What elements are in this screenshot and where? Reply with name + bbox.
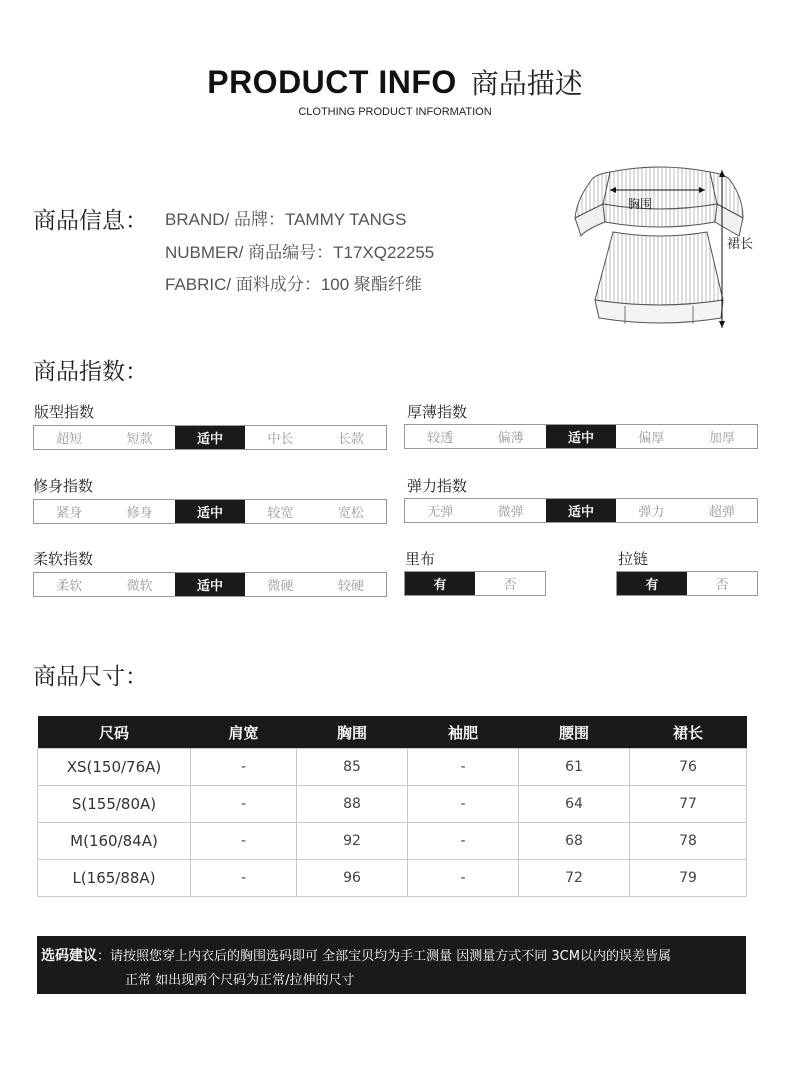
lining-option: 否: [475, 572, 545, 595]
elastic-index-label: 弹力指数: [407, 477, 468, 495]
fit-option-selected: 适中: [175, 426, 245, 449]
elastic-option-selected: 适中: [546, 499, 616, 522]
slim-option: 紧身: [34, 500, 104, 523]
info-fabric: FABRIC/ 面料成分：100 聚酯纤维: [165, 275, 422, 294]
info-section-title: 商品信息：: [33, 208, 148, 234]
page-subtitle: CLOTHING PRODUCT INFORMATION: [298, 106, 492, 118]
elastic-index-scale: [404, 498, 758, 523]
chest-label: 胸围: [628, 197, 653, 211]
dress-outline-icon: [575, 167, 743, 324]
slim-index-scale: [33, 499, 387, 524]
info-brand: BRAND/ 品牌：TAMMY TANGS: [165, 210, 407, 229]
elastic-option: 超弹: [687, 499, 757, 522]
soft-option-selected: 适中: [175, 573, 245, 596]
soft-option: 较硬: [316, 573, 386, 596]
measurement-cell: -: [191, 786, 297, 823]
measurement-cell: 72: [519, 860, 630, 897]
table-row: [38, 786, 747, 823]
page-title: [0, 62, 790, 102]
measurement-cell: -: [191, 749, 297, 786]
measurement-cell: 88: [297, 786, 408, 823]
measurement-cell: 79: [630, 860, 747, 897]
measurement-cell: 85: [297, 749, 408, 786]
thickness-option: 偏厚: [616, 425, 686, 448]
measurement-cell: 61: [519, 749, 630, 786]
measurement-cell: -: [191, 823, 297, 860]
slim-option: 修身: [104, 500, 174, 523]
zipper-option-selected: 有: [617, 572, 687, 595]
measurement-cell: 96: [297, 860, 408, 897]
length-label: 裙长: [727, 237, 754, 252]
fit-option: 超短: [34, 426, 104, 449]
lining-scale: [404, 571, 546, 596]
info-number: NUBMER/ 商品编号：T17XQ22255: [165, 243, 435, 262]
fit-index-scale: [33, 425, 387, 450]
soft-index-label: 柔软指数: [33, 550, 94, 568]
fit-option: 短款: [104, 426, 174, 449]
fit-option: 长款: [316, 426, 386, 449]
size-column-header: 袖肥: [408, 716, 519, 749]
measurement-cell: 92: [297, 823, 408, 860]
thickness-option: 偏薄: [475, 425, 545, 448]
measurement-cell: -: [408, 749, 519, 786]
lining-label: 里布: [405, 550, 436, 568]
thickness-option: 加厚: [687, 425, 757, 448]
size-advice-line1: ：请按照您穿上内衣后的胸围选码即可 全部宝贝均为手工测量 因测量方式不同 3CM以内的误差皆属: [97, 949, 671, 964]
lining-option-selected: 有: [405, 572, 475, 595]
size-label-cell: M(160/84A): [38, 823, 191, 860]
measurement-cell: -: [408, 786, 519, 823]
size-table: [37, 716, 747, 897]
page-title-chinese: 商品描述: [470, 67, 583, 100]
page-title-english: PRODUCT INFO: [207, 64, 457, 100]
measurement-cell: 76: [630, 749, 747, 786]
measurement-cell: -: [408, 860, 519, 897]
measurement-cell: 78: [630, 823, 747, 860]
size-column-header: 腰围: [519, 716, 630, 749]
thickness-index-scale: [404, 424, 758, 449]
soft-option: 柔软: [34, 573, 104, 596]
slim-option-selected: 适中: [175, 500, 245, 523]
measurement-cell: 64: [519, 786, 630, 823]
soft-option: 微硬: [245, 573, 315, 596]
thickness-option: 较透: [405, 425, 475, 448]
thickness-index-label: 厚薄指数: [407, 403, 468, 421]
measurement-cell: 68: [519, 823, 630, 860]
index-section-title: 商品指数：: [33, 359, 148, 385]
table-row: [38, 860, 747, 897]
size-advice-note: [37, 936, 746, 994]
zipper-label: 拉链: [618, 550, 649, 568]
size-label-cell: S(155/80A): [38, 786, 191, 823]
thickness-option-selected: 适中: [546, 425, 616, 448]
table-row: [38, 823, 747, 860]
size-table-header: [38, 716, 747, 749]
measurement-cell: -: [408, 823, 519, 860]
fit-option: 中长: [245, 426, 315, 449]
size-column-header: 尺码: [38, 716, 191, 749]
table-row: [38, 749, 747, 786]
size-column-header: 肩宽: [191, 716, 297, 749]
size-label-cell: L(165/88A): [38, 860, 191, 897]
size-advice-line2: 正常 如出现两个尺码为正常/拉伸的尺寸: [125, 973, 355, 988]
fit-index-label: 版型指数: [34, 403, 95, 421]
size-label-cell: XS(150/76A): [38, 749, 191, 786]
slim-index-label: 修身指数: [33, 477, 94, 495]
soft-index-scale: [33, 572, 387, 597]
soft-option: 微软: [104, 573, 174, 596]
size-section-title: 商品尺寸：: [33, 664, 148, 690]
zipper-scale: [616, 571, 758, 596]
measurement-cell: 77: [630, 786, 747, 823]
slim-option: 较宽: [245, 500, 315, 523]
elastic-option: 微弹: [475, 499, 545, 522]
measurement-cell: -: [191, 860, 297, 897]
elastic-option: 弹力: [616, 499, 686, 522]
elastic-option: 无弹: [405, 499, 475, 522]
size-advice-label: 选码建议: [41, 948, 97, 964]
slim-option: 宽松: [316, 500, 386, 523]
size-column-header: 裙长: [630, 716, 747, 749]
zipper-option: 否: [687, 572, 757, 595]
size-column-header: 胸围: [297, 716, 408, 749]
